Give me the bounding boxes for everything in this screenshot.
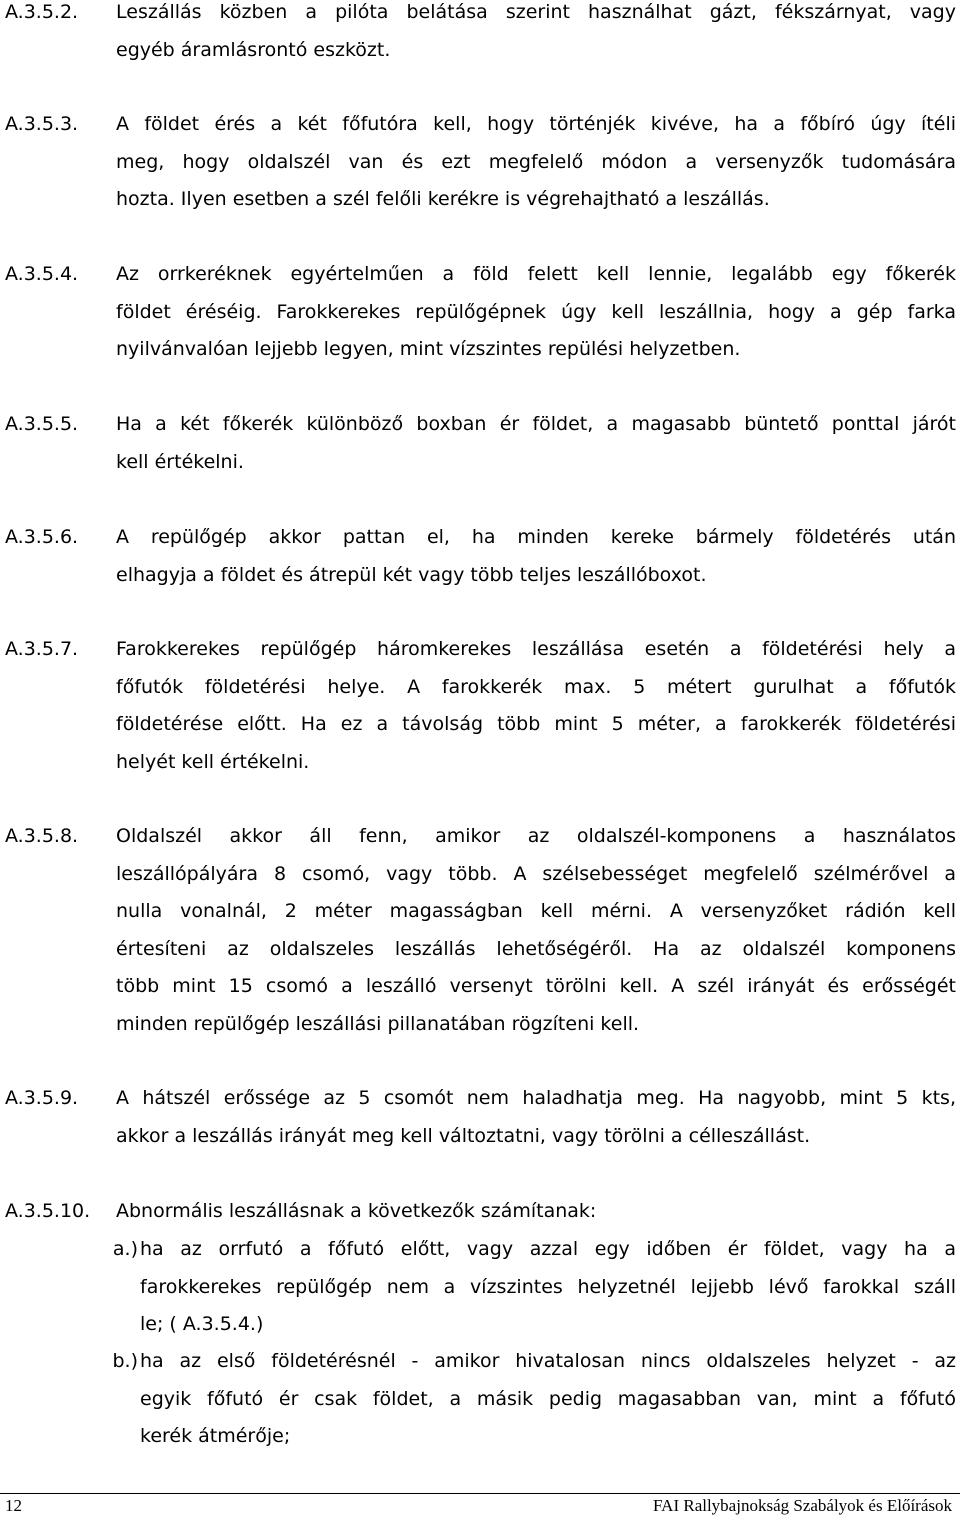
text-line: ha az első földetérésnél - amikor hivatalosan nincs oldalszeles helyzet - az — [140, 1350, 956, 1372]
text-line: főfutók földetérési helye. A farokkerék max. 5 métert gurulhat a főfutók — [116, 675, 956, 698]
text-line: hozta. Ilyen esetben a szél felőli kerékre is végrehajtható a leszállás. — [116, 188, 770, 210]
text-line: minden repülőgép leszállási pillanatában rögzíteni kell. — [116, 1012, 640, 1035]
footer-divider — [0, 1493, 960, 1494]
text-line: farokkerekes repülőgép nem a vízszintes helyzetnél lejjebb lévő farokkal száll — [140, 1275, 956, 1298]
text-line: Leszállás közben a pilóta belátása szerint használhat gázt, fékszárnyat, vagy — [116, 1, 956, 23]
rule-number: A.3.5.7. — [5, 638, 79, 660]
rule-number: A.3.5.5. — [5, 413, 79, 435]
text-line: Abnormális leszállásnak a következők számítanak: — [116, 1200, 597, 1222]
rule-text — [116, 631, 956, 781]
text-line: kell értékelni. — [116, 450, 244, 473]
rule-text — [116, 0, 956, 69]
text-line: nulla vonalnál, 2 méter magasságban kell mérni. A versenyzőket rádión kell — [116, 900, 956, 922]
text-line: földetérése előtt. Ha ez a távolság több mint 5 méter, a farokkerék földetérési — [116, 713, 956, 735]
text-line: értesíteni az oldalszeles leszállás lehetőségéről. Ha az oldalszél komponens — [116, 937, 956, 960]
text-line: ha az orrfutó a főfutó előtt, vagy azzal egy időben ér földet, vagy ha a — [140, 1238, 956, 1260]
rule-text — [116, 406, 956, 481]
rule-number: A.3.5.10. — [5, 1200, 91, 1222]
rule-text — [116, 818, 956, 1043]
text-line: Ha a két főkerék különböző boxban ér földet, a magasabb büntető ponttal járót — [116, 413, 956, 435]
sub-item-text — [140, 1231, 956, 1344]
text-line: földet éréséig. Farokkerekes repülőgépnek úgy kell leszállnia, hogy a gép farka — [116, 300, 956, 323]
text-line: helyét kell értékelni. — [116, 750, 310, 773]
rule-text — [116, 256, 956, 369]
page-number: 12 — [5, 1496, 22, 1515]
text-line: A hátszél erőssége az 5 csomót nem haladhatja meg. Ha nagyobb, mint 5 kts, — [116, 1087, 956, 1109]
text-line: Farokkerekes repülőgép háromkerekes leszállása esetén a földetérési hely a — [116, 638, 956, 660]
rule-number: A.3.5.3. — [5, 113, 79, 135]
text-line: nyilvánvalóan lejjebb legyen, mint vízszintes repülési helyzetben. — [116, 338, 741, 360]
text-line: Az orrkeréknek egyértelműen a föld felett kell lennie, legalább egy főkerék — [116, 263, 956, 285]
text-line: kerék átmérője; — [140, 1425, 291, 1447]
sub-item-label: a.) — [112, 1238, 138, 1260]
rule-text — [116, 519, 956, 594]
text-line: Oldalszél akkor áll fenn, amikor az oldalszél-komponens a használatos — [116, 825, 956, 847]
rule-number: A.3.5.8. — [5, 825, 79, 847]
rule-number: A.3.5.2. — [5, 1, 79, 23]
rule-number: A.3.5.9. — [5, 1087, 79, 1109]
text-line: leszállópályára 8 csomó, vagy több. A szélsebességet megfelelő szélmérővel a — [116, 862, 956, 885]
rule-text — [116, 1193, 956, 1231]
sub-item-text — [140, 1343, 956, 1456]
rule-text — [116, 1080, 956, 1155]
text-line: elhagyja a földet és átrepül két vagy több teljes leszállóboxot. — [116, 563, 707, 586]
text-line: A repülőgép akkor pattan el, ha minden kereke bármely földetérés után — [116, 526, 956, 548]
text-line: meg, hogy oldalszél van és ezt megfelelő módon a versenyzők tudomására — [116, 150, 956, 173]
rule-text — [116, 106, 956, 219]
footer-title: FAI Rallybajnokság Szabályok és Előírások — [652, 1496, 952, 1515]
text-line: több mint 15 csomó a leszálló versenyt törölni kell. A szél irányát és erősségét — [116, 975, 956, 997]
text-line: le; ( A.3.5.4.) — [140, 1313, 264, 1335]
text-line: egyik főfutó ér csak földet, a másik pedig magasabban van, mint a főfutó — [140, 1387, 956, 1410]
sub-item-label: b.) — [112, 1350, 138, 1372]
rule-number: A.3.5.4. — [5, 263, 79, 285]
text-line: egyéb áramlásrontó eszközt. — [116, 38, 391, 61]
text-line: akkor a leszállás irányát meg kell változtatni, vagy törölni a célleszállást. — [116, 1124, 811, 1147]
text-line: A földet érés a két főfutóra kell, hogy történjék kivéve, ha a főbíró úgy ítéli — [116, 113, 956, 135]
rule-number: A.3.5.6. — [5, 526, 79, 548]
